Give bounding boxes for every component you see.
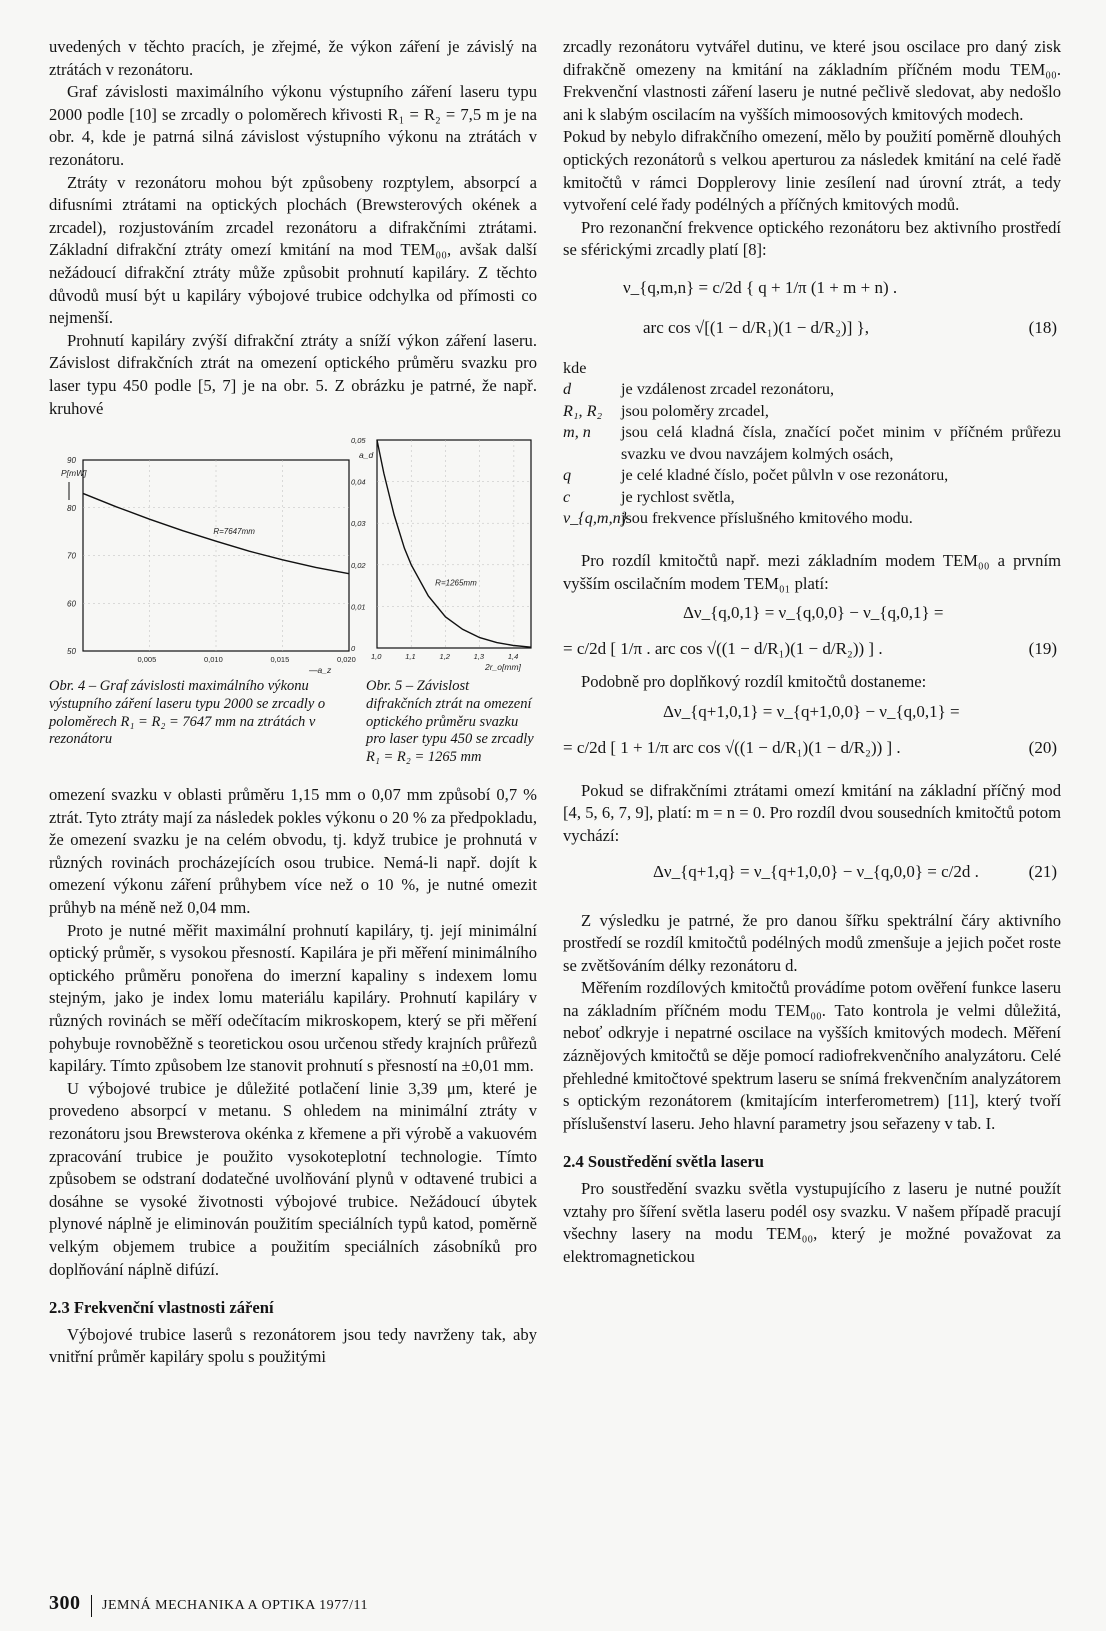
x-tick-label: 0,015 — [270, 655, 290, 665]
equation-line: Δν_{q+1,0,1} = ν_{q+1,0,0} − ν_{q,0,1} = — [663, 701, 960, 721]
equation-18 — [563, 276, 1061, 346]
paragraph: Ztráty v rezonátoru mohou být způsobeny rozptylem, absorpcí a difusními ztrátami na optických plochách (Brewsterových okének a zrcadel), rozjustováním zrcadel rezonátoru a difrakčními ztrátami. Základní difrakční ztráty omezí kmitání na mod TEM₀₀, avšak další nežádoucí difrakční ztráty může způsobit prohnutí kapiláry. Z těchto důvodů musí být u kapiláry výbojové trubice odchylka od přímosti co nejmenší. — [49, 172, 537, 328]
definition-text: jsou frekvence příslušného kmitového modu. — [621, 509, 913, 528]
footer-divider — [91, 1595, 93, 1617]
definition-text: je rychlost světla, — [621, 487, 735, 506]
y-tick-label: 90 — [67, 456, 76, 466]
definition-row — [563, 422, 1061, 465]
equation-20 — [563, 700, 1061, 766]
journal-name: JEMNÁ MECHANIKA A OPTIKA 1977/11 — [102, 1598, 368, 1613]
plot-frame — [377, 440, 531, 648]
equation-text: = c/2d [ 1/π . arc cos √((1 − d/R₁)(1 − d/R₂)) ] . — [563, 639, 883, 659]
x-tick-label: 0,020 — [337, 655, 356, 665]
definition-symbol: R₁, R₂ — [563, 401, 603, 420]
definition-symbol: q — [563, 466, 572, 485]
x-tick-label: 1,1 — [405, 652, 416, 662]
left-column — [49, 36, 537, 1369]
x-tick-label: 0,010 — [204, 655, 223, 665]
paragraph: Měřením rozdílových kmitočtů provádíme potom ověření funkce laseru na základním příčném modu TEM₀₀. Tato kontrola je velmi důležitá, neboť odkryje i nepatrné oscilace na vyšších kmitových modech. Měření záznějových kmitočtů se děje pomocí radiofrekvenčního analyzátoru. Celé přehledné kmitočtové spektrum laseru se snímá frekvenčním analyzátorem s optickým rezonátorem (kmitajícím interferometrem) [11], který tvoří příslušenství laseru. Jeho hlavní parametry jsou seřazeny v tab. I. — [563, 978, 1061, 1133]
equation-number: (18) — [1028, 317, 1057, 337]
right-column — [563, 36, 1061, 1268]
equation-number: (21) — [1028, 861, 1057, 881]
x-tick-label: 0,005 — [137, 655, 157, 665]
definition-row — [563, 379, 1061, 401]
paragraph: Z výsledku je patrné, že pro danou šířku spektrální čáry aktivního prostředí se rozdíl kmitočtů podélných modů zmenšuje a jejich počet roste se zvětšováním délky rezonátoru d. — [563, 910, 1061, 975]
equation-line — [563, 637, 1061, 667]
equation-text: Δν_{q+1,q} = ν_{q+1,0,0} − ν_{q,0,0} = c/2d . — [653, 861, 979, 881]
equation-line — [563, 316, 1061, 346]
equation-line: ν_{q,m,n} = c/2d { q + 1/π (1 + m + n) . — [623, 277, 898, 297]
figure-4-chart — [49, 446, 359, 676]
definition-text: jsou celá kladná čísla, značící počet minim v příčném průřezu svazku ve dvou navzájem kolmých osách, — [621, 423, 1061, 463]
series-line-r1265 — [377, 440, 531, 647]
paragraph: U výbojové trubice je důležité potlačení linie 3,39 μm, které je provedeno absorpcí v metanu. S ohledem na minimální ztráty v rezonátoru jsou Brewsterova okénka z křemene a při výrobě a vakuovém zpracování trubice je použito vysokoteplotní technologie. Tímto způsobem se odstraní dodatečné uvolňování plynů v odtavené trubici a dosáhne se vysoké životnosti výbojové trubice. Nežádoucí úbytek plynové náplně je eliminován použitím speciálních typů katod, poměrně velkým objemem trubice a použitím speciálních zásobníků pro doplňování náplně difúzí. — [49, 1078, 537, 1279]
definition-text: jsou poloměry zrcadel, — [621, 401, 769, 420]
y-tick-label: 0,02 — [351, 560, 366, 570]
x-tick-label: 1,3 — [473, 652, 485, 662]
x-tick-label: 1,4 — [507, 652, 519, 662]
definition-row — [563, 487, 1061, 509]
definition-row — [563, 401, 1061, 423]
paragraph: uvedených v těchto pracích, je zřejmé, že výkon záření je závislý na ztrátách v rezonátoru. — [49, 37, 537, 79]
equation-19 — [563, 601, 1061, 667]
y-axis-label: a_d — [359, 450, 374, 461]
paragraph: Prohnutí kapiláry zvýší difrakční ztráty a sníží výkon záření laseru. Závislost difrakčních ztrát na omezení optického průměru svazku pro laser typu 450 podle [5, 7] je na obr. 5. Z obrázku je patrné, že např. kruhové — [49, 330, 537, 418]
definition-symbol: ν_{q,m,n} — [563, 509, 628, 528]
x-axis-label: 2r_o[mm] — [485, 662, 521, 673]
paragraph: Pro soustředění svazku světla vystupujícího z laseru je nutné použít vztahy pro šíření světla laseru podél osy svazku. V našem případě pracují všechny lasery na modu TEM₀₀, který je možné považovat za elektromagnetickou — [563, 1179, 1061, 1266]
series-label: R=7647mm — [213, 527, 255, 537]
equation-line — [563, 736, 1061, 766]
definition-text: je vzdálenost zrcadel rezonátoru, — [621, 380, 835, 399]
x-axis-label: —a_z — [309, 665, 332, 676]
y-tick-label: 0,01 — [351, 602, 366, 612]
paragraph: Pokud se difrakčními ztrátami omezí kmitání na základní příčný mod [4, 5, 6, 7, 9], platí: m = n = 0. Pro rozdíl dvou sousedních kmitočtů potom vychází: — [563, 780, 1061, 845]
paragraph: omezení svazku v oblasti průměru 1,15 mm o 0,07 mm způsobí 0,7 % ztrát. Tyto ztráty mají za následek pokles výkonu o 20 % za předpokladu, že omezení svazku je na celém obvodu, tj. když trubice je prohnutá v různých rovinách procházejících osou trubice. Nemá-li např. dojít k omezení výkonu záření průhybem více než o 10 %, je nutné omezit průhyb na méně než 0,04 mm. — [49, 785, 537, 918]
y-tick-label: 0,05 — [351, 436, 366, 446]
paragraph: zrcadly rezonátoru vytvářel dutinu, ve které jsou oscilace pro daný zisk difrakčně omezeny na kmitání na základním příčném modu TEM₀₀. Frekvenční vlastnosti záření laseru je nutné pečlivě sledovat, aby nedošlo ani k slabým oscilacím na vyšších mimoosových kmitových modech. — [563, 37, 1061, 124]
y-tick-label: 70 — [67, 551, 76, 561]
paragraph: Pro rozdíl kmitočtů např. mezi základním modem TEM₀₀ a prvním vyšším oscilačním modem TEM₀₁ platí: — [563, 550, 1061, 593]
paragraph: Graf závislosti maximálního výkonu výstupního záření laseru typu 2000 podle [10] se zrcadly o poloměrech křivosti R₁ = R₂ = 7,5 m je na obr. 4, kde je patrná silná závislost výstupního výkonu na ztrátách v rezonátoru. — [49, 82, 537, 169]
y-tick-label: 0,04 — [351, 477, 366, 487]
x-tick-label: 1,2 — [439, 652, 450, 662]
definition-row — [563, 465, 1061, 487]
paragraph: Proto je nutné měřit maximální prohnutí kapiláry, tj. její minimální optický průměr, s vysokou přesností. Kapilára je při měření minimálního optického průměru ponořena do imerzní kapaliny s indexem lomu stejným, jako je index lomu materiálu kapiláry. Prohnutí kapiláry v různých rovinách se měří odečítacím mikroskopem, který se při měření pohybuje rovnoběžně s teoretickou osou určenou středy krajních průřezů kapiláry. Tímto způsobem lze stanovit prohnutí s přesností na ±0,01 mm. — [49, 920, 537, 1076]
equation-text: arc cos √[(1 − d/R₁)(1 − d/R₂)] }, — [643, 317, 870, 337]
y-tick-label: 0,03 — [351, 519, 366, 529]
kde-text: kde — [563, 358, 587, 377]
definition-text: je celé kladné číslo, počet půlvln v ose rezonátoru, — [621, 466, 949, 485]
paragraph: Pro rezonanční frekvence optického rezonátoru bez aktivního prostředí se sférickými zrcadly platí [8]: — [563, 217, 1061, 260]
y-axis-label: P[mW] — [61, 468, 87, 479]
figure-5-caption: Obr. 5 – Závislost difrakčních ztrát na omezení optického průměru svazku pro laser typu 450 se zrcadly R₁ = R₂ = 1265 mm — [366, 678, 534, 766]
section-heading: 2.3 Frekvenční vlastnosti záření — [49, 1298, 274, 1318]
symbol-definitions — [563, 358, 1061, 530]
equation-number: (19) — [1028, 639, 1057, 659]
paragraph: Výbojové trubice laserů s rezonátorem jsou tedy navrženy tak, aby vnitřní průměr kapiláry spolu s použitými — [49, 1324, 537, 1367]
section-heading: 2.4 Soustředění světla laseru — [563, 1152, 764, 1172]
definition-row — [563, 508, 1061, 530]
equation-line — [563, 860, 1061, 890]
series-label: R=1265mm — [435, 578, 477, 588]
x-tick-label: 1,0 — [371, 652, 382, 662]
definition-symbol: d — [563, 380, 572, 399]
definition-symbol: c — [563, 487, 571, 506]
y-tick-label: 0 — [351, 644, 356, 654]
equation-line: Δν_{q,0,1} = ν_{q,0,0} − ν_{q,0,1} = — [683, 603, 944, 623]
equation-21 — [563, 860, 1061, 890]
page-number: 300 — [49, 1592, 81, 1614]
y-tick-label: 60 — [67, 599, 76, 609]
figure-5-chart — [349, 426, 539, 671]
kde-label — [563, 358, 1061, 380]
paragraph: Podobně pro doplňkový rozdíl kmitočtů dostaneme: — [581, 672, 927, 692]
y-tick-label: 80 — [67, 503, 76, 513]
paragraph: Pokud by nebylo difrakčního omezení, mělo by použití poměrně dlouhých optických rezonátorů s velkou aperturou za následek kmitání na celé řadě kmitočtů v rámci Dopplerovy linie zesílení nad úrovní ztrát, a tedy vytvoření celé řady podélných a příčných kmitových modů. — [563, 127, 1061, 215]
equation-number: (20) — [1028, 737, 1057, 757]
definition-symbol: m, n — [563, 423, 591, 442]
figure-4-caption: Obr. 4 – Graf závislosti maximálního výkonu výstupního záření laseru typu 2000 se zrcadly o poloměrech R₁ = R₂ = 7647 mm na ztrátách v rezonátoru — [49, 678, 326, 748]
y-tick-label: 50 — [67, 647, 76, 657]
page-footer — [49, 1592, 368, 1617]
equation-text: = c/2d [ 1 + 1/π arc cos √((1 − d/R₁)(1 − d/R₂)) ] . — [563, 737, 901, 757]
figure-row — [49, 426, 537, 784]
